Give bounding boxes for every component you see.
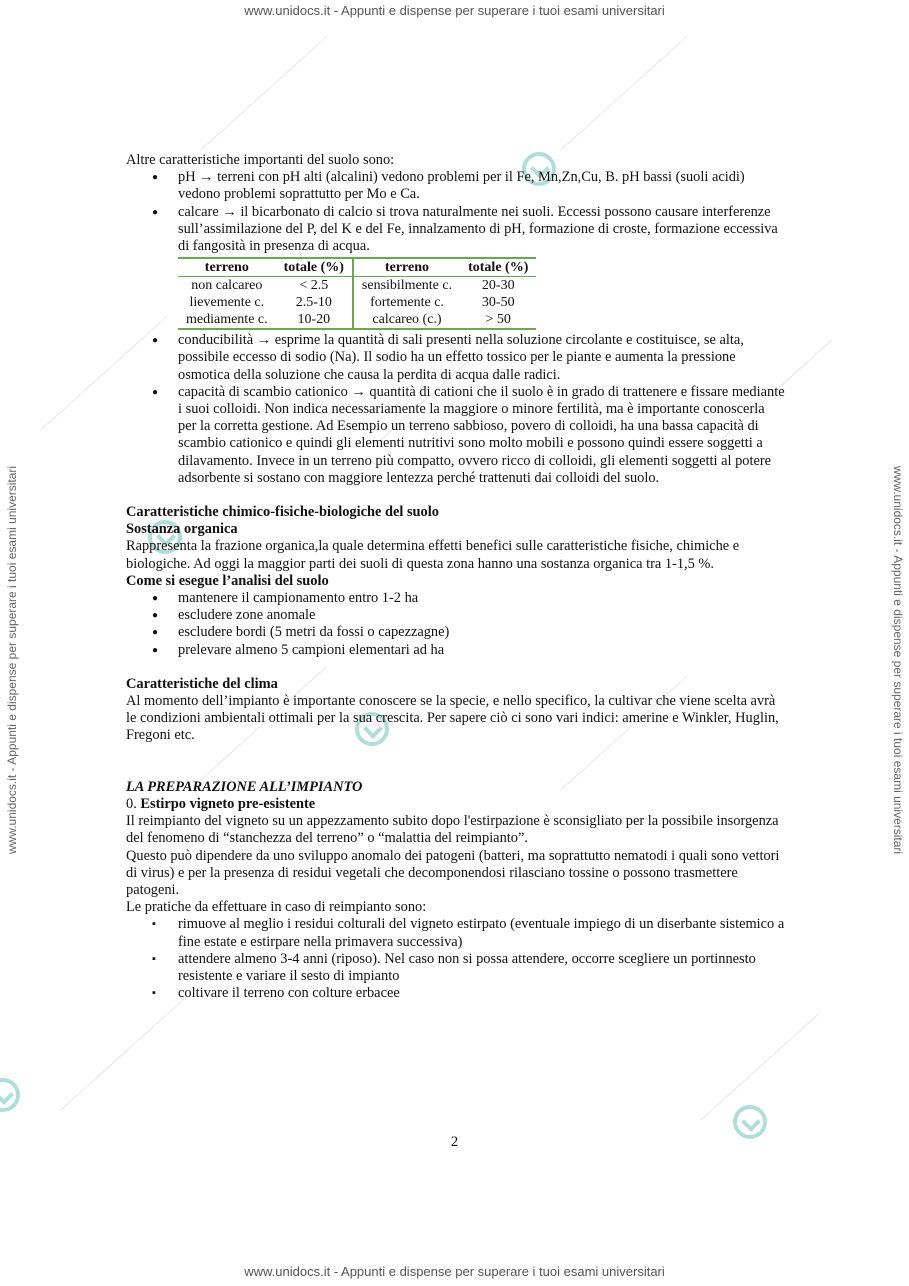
- watermark-bottom: www.unidocs.it - Appunti e dispense per superare i tuoi esami universitari: [244, 1264, 665, 1279]
- watermark-line: [700, 1013, 820, 1121]
- table-cell: mediamente c.: [186, 312, 268, 328]
- watermark-line: [60, 996, 187, 1110]
- spacer: [126, 487, 786, 504]
- table-row: [178, 294, 536, 311]
- table-header: terreno: [353, 258, 460, 277]
- sub-heading: Estirpo vigneto pre-esistente: [140, 795, 316, 812]
- watermark-top: www.unidocs.it - Appunti e dispense per superare i tuoi esami universitari: [244, 3, 665, 18]
- table-header: totale (%): [460, 258, 536, 277]
- analysis-heading: Come si esegue l’analisi del suolo: [126, 572, 329, 589]
- table-cell: 2.5-10: [295, 295, 332, 311]
- sub-heading-line: [126, 796, 786, 813]
- table-cell: > 50: [485, 312, 511, 328]
- analysis-list: [126, 590, 786, 659]
- chem-heading: Caratteristiche chimico-fisiche-biologiche del suolo: [126, 504, 439, 521]
- list-item: ▪ attendere almeno 3-4 anni (riposo). Nel caso non si possa attendere, occorre scegliere un portinnesto resistente e variare il sesto di impianto: [126, 951, 786, 985]
- intro-text: Altre caratteristiche importanti del suolo sono:: [126, 152, 395, 168]
- watermark-left: www.unidocs.it - Appunti e dispense per superare i tuoi esami universitari: [5, 465, 19, 855]
- organic-heading: Sostanza organica: [126, 521, 238, 538]
- table-cell: calcareo (c.): [353, 311, 460, 329]
- list-item: ● calcare → il bicarbonato di calcio si trova naturalmente nei suoli. Eccessi possono causare interferenze sull’assimilazione del P, del K e del Fe, innalzamento di pH, formazione di croste, formazione eccessiva di fangosità in presenza di acqua.: [126, 204, 786, 256]
- watermark-line: [200, 36, 327, 150]
- list-item: ● capacità di scambio cationico → quantità di cationi che il suolo è in grado di trattenere e fissare mediante i suoi colloidi. Non indica necessariamente la maggiore o minore fertilità, ma è importante conoscerla per la corretta gestione. Ad Esempio un terreno sabbioso, povero di colloidi, ha una bassa capacità di scambio cationico e quindi gli elementi nutritivi sono molto mobili e possono quindi essere soggetti a dilavamento. Invece in un terreno più compatto, ovvero ricco di colloidi, gli elementi soggetti al potere adsorbente si sostano con maggiore lentezza perché trattenuti dai colloidi del suolo.: [126, 384, 786, 487]
- table-cell: lievemente c.: [189, 295, 265, 311]
- list-item: ▪ coltivare il terreno con colture erbacee: [126, 985, 786, 1002]
- watermark-line: [560, 36, 687, 150]
- list-item: ● conducibilità → esprime la quantità di sali presenti nella soluzione circolante e costituisce, se alta, possibile eccesso di sodio (Na). Il sodio ha un effetto tossico per le piante e aumenta la pressione osmotica della soluzione che causa la perdita di acqua dalle radici.: [126, 332, 786, 384]
- table-header-row: [178, 258, 536, 277]
- table-cell: 10-20: [297, 312, 331, 328]
- soil-list-2: [126, 332, 786, 487]
- spacer: [126, 659, 786, 676]
- table-cell: sensibilmente c.: [353, 277, 460, 295]
- paragraph: Le pratiche da effettuare in caso di reimpianto sono:: [126, 899, 427, 916]
- table-header: totale (%): [276, 258, 353, 277]
- table-row: [178, 277, 536, 295]
- table-row: [178, 311, 536, 329]
- watermark-right: www.unidocs.it - Appunti e dispense per superare i tuoi esami universitari: [891, 465, 905, 855]
- practice-list: [126, 916, 786, 1002]
- climate-heading: Caratteristiche del clima: [126, 675, 278, 692]
- table-cell: fortemente c.: [353, 294, 460, 311]
- list-item: ● prelevare almeno 5 campioni elementari ad ha: [126, 642, 786, 659]
- page-number: 2: [450, 1134, 459, 1150]
- table-cell: < 2.5: [299, 278, 329, 294]
- list-item: ▪ rimuove al meglio i residui colturali del vigneto estirpato (eventuale impiego di un diserbante sistemico a fine estate e estirpare nella primavera successiva): [126, 916, 786, 950]
- document-body: [126, 152, 786, 1002]
- list-item: ● escludere bordi (5 metri da fossi o capezzagne): [126, 624, 786, 641]
- calcare-table: [178, 257, 536, 330]
- sub-number: 0.: [126, 795, 141, 812]
- list-item: ● pH → terreni con pH alti (alcalini) vedono problemi per il Fe, Mn,Zn,Cu, B. pH bassi (suoli acidi) vedono problemi soprattutto per Mo e Ca.: [126, 169, 786, 203]
- unidocs-logo-icon: [0, 1078, 20, 1112]
- spacer: [126, 762, 786, 779]
- table-cell: 30-50: [481, 295, 515, 311]
- paragraph: Il reimpianto del vigneto su un appezzamento subito dopo l'estirpazione è sconsigliato per la possibile insorgenza del fenomeno di “stanchezza del terreno” o “malattia del reimpianto”.: [126, 813, 779, 847]
- table-cell: 20-30: [481, 278, 515, 294]
- spacer: [126, 745, 786, 762]
- list-item: ● mantenere il campionamento entro 1-2 ha: [126, 590, 786, 607]
- paragraph: Questo può dipendere da uno sviluppo anomalo dei patogeni (batteri, ma soprattutto nematodi i quali sono vettori di virus) e per la presenza di residui vegetali che decomponendosi rilasciano tossine o possono trasmettere patogeni.: [126, 847, 780, 898]
- climate-text: Al momento dell’impianto è importante conoscere se la specie, e nello specifico, la cultivar che viene scelta avrà le condizioni ambientali ottimali per la sua crescita. Per sapere ciò ci sono vari indici: amerine e Winkler, Huglin, Fregoni etc.: [126, 693, 779, 744]
- organic-text: Rappresenta la frazione organica,la quale determina effetti benefici sulle caratteristiche fisiche, chimiche e biologiche. Ad oggi la maggior parti dei suoli di questa zona hanno una sostanza organica tra 1-1,5 %.: [126, 538, 740, 572]
- list-item: ● escludere zone anomale: [126, 607, 786, 624]
- table-header: terreno: [178, 258, 276, 277]
- table-cell: non calcareo: [191, 278, 263, 294]
- soil-list: [126, 169, 786, 255]
- section-title: LA PREPARAZIONE ALL’IMPIANTO: [126, 778, 363, 795]
